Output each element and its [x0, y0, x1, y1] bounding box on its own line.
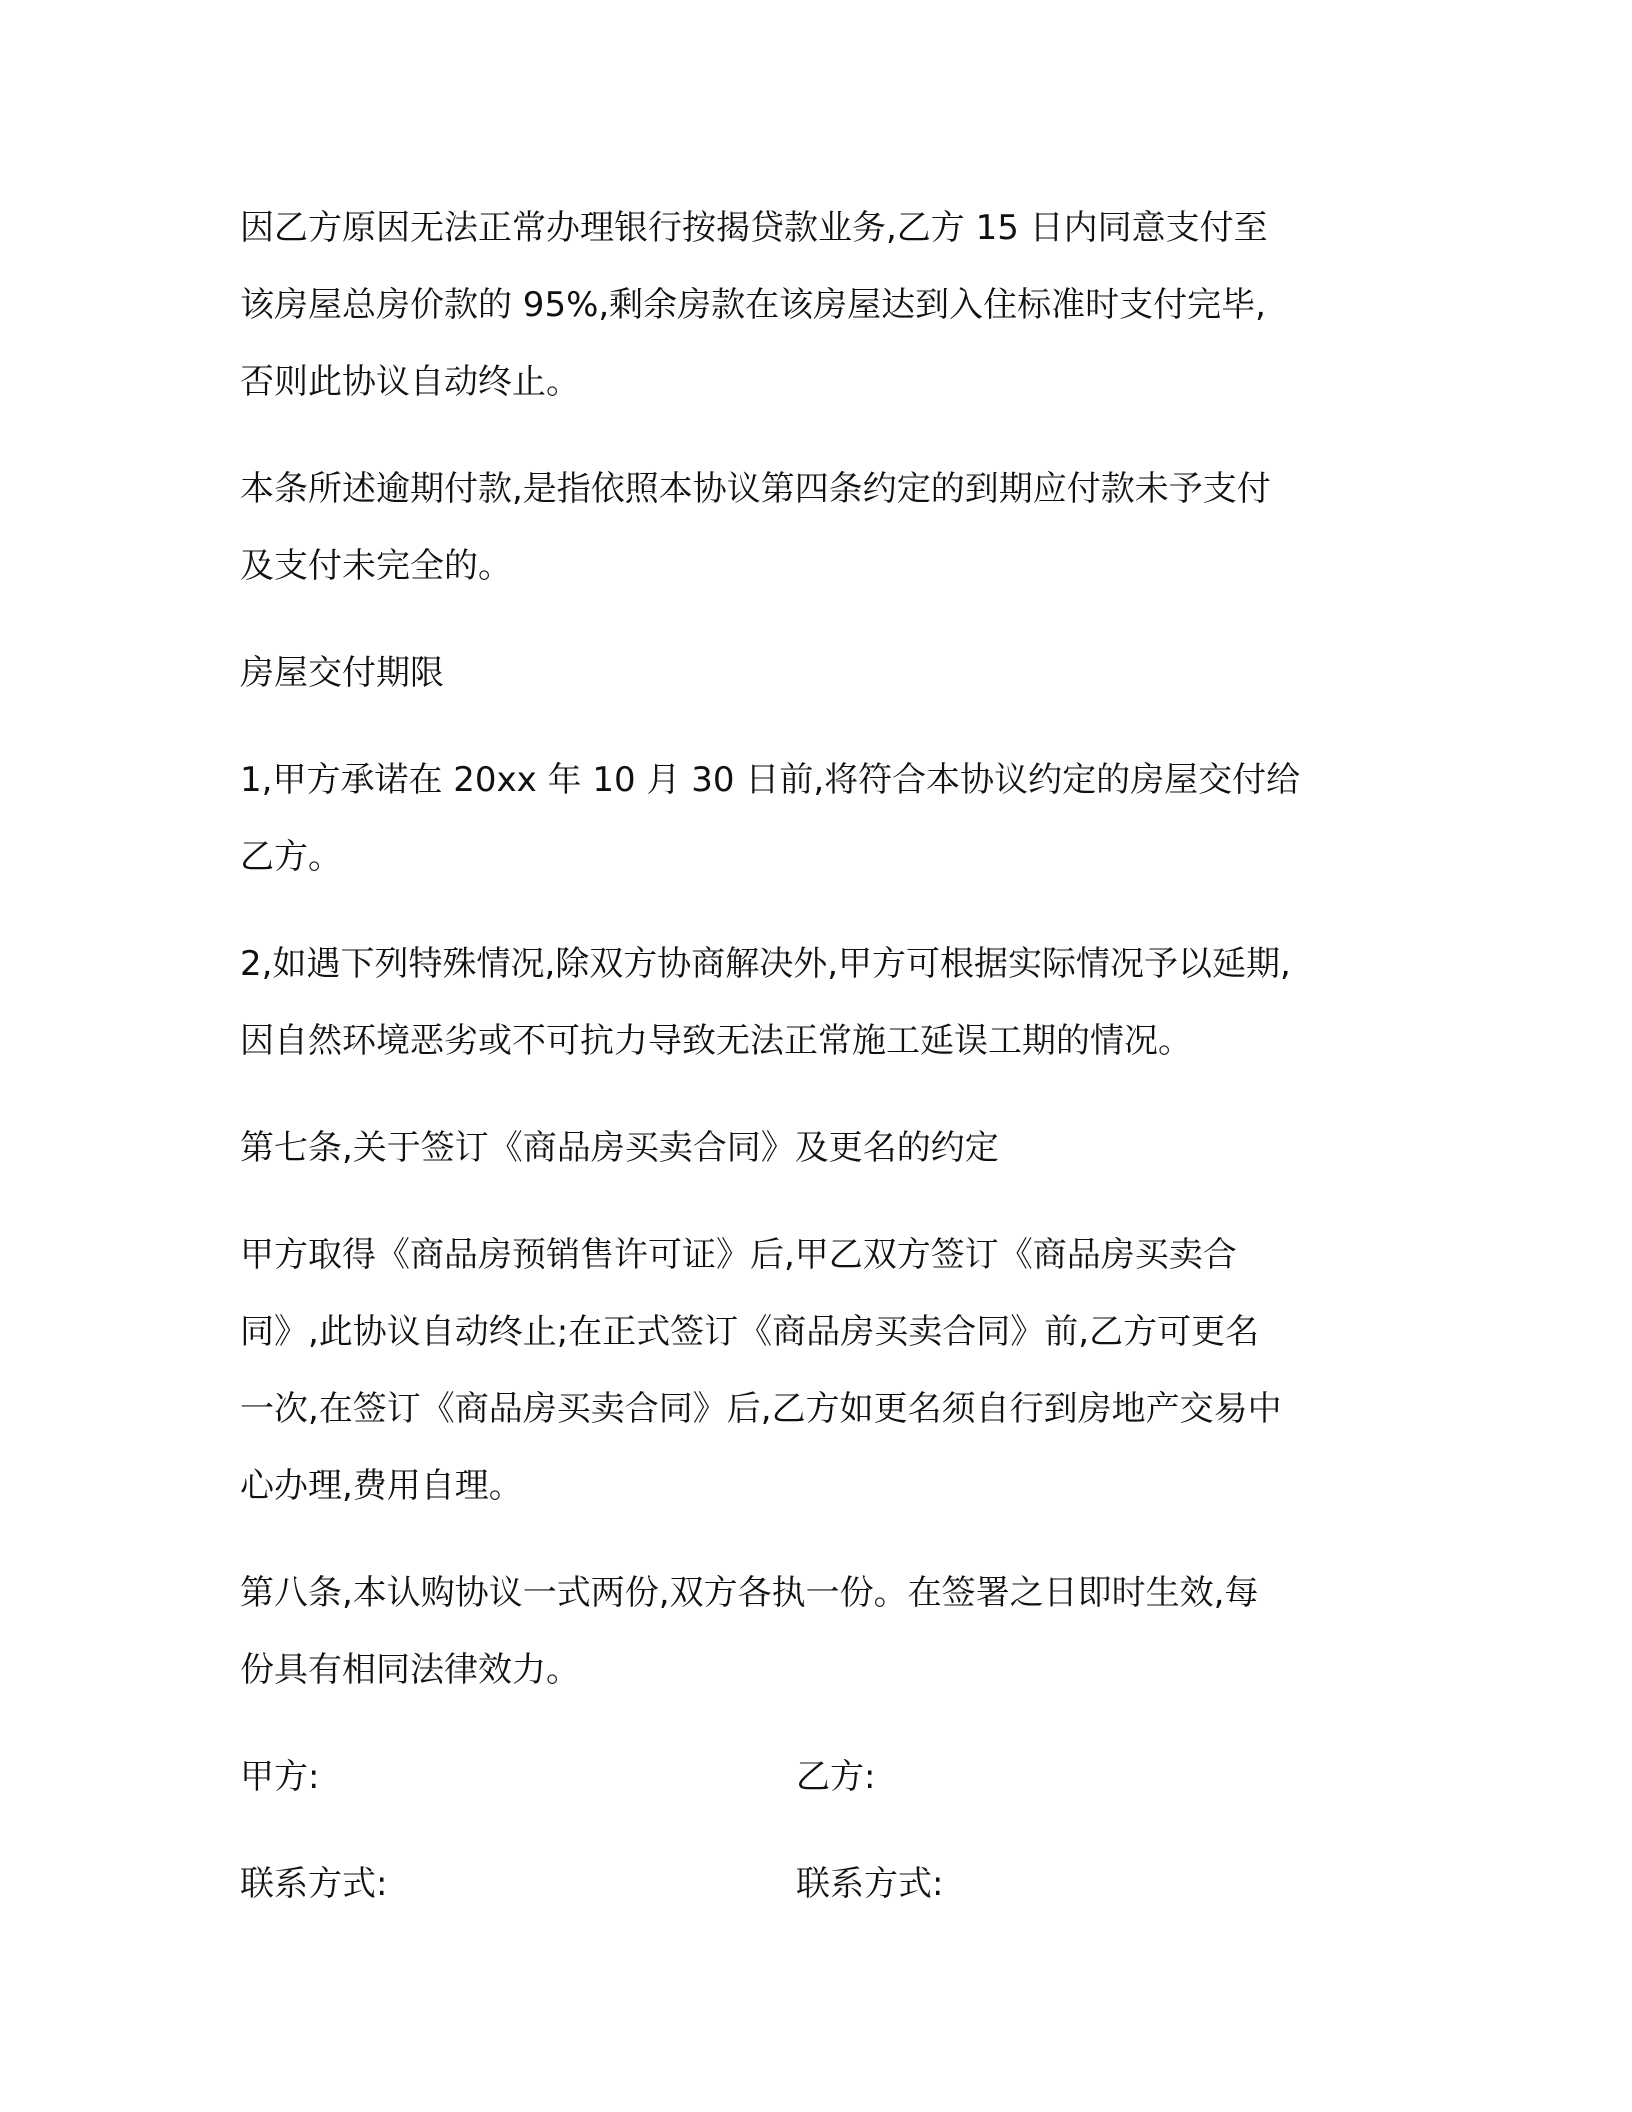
text-line: 乙方。	[240, 837, 342, 877]
text-line: 房屋交付期限	[240, 653, 444, 693]
text-line: 及支付未完全的。	[240, 546, 512, 586]
text-line: 同》,此协议自动终止;在正式签订《商品房买卖合同》前,乙方可更名	[240, 1312, 1260, 1352]
text-line: 一次,在签订《商品房买卖合同》后,乙方如更名须自行到房地产交易中	[240, 1389, 1282, 1429]
text-line: 本条所述逾期付款,是指依照本协议第四条约定的到期应付款未予支付	[240, 469, 1271, 509]
party-a-label: 甲方:	[240, 1757, 320, 1797]
document-body	[240, 190, 1400, 1953]
text-line: 否则此协议自动终止。	[240, 362, 580, 402]
party-b-label: 乙方:	[796, 1757, 876, 1797]
text-line: 第七条,关于签订《商品房买卖合同》及更名的约定	[240, 1128, 999, 1168]
text-line: 第八条,本认购协议一式两份,双方各执一份。在签署之日即时生效,每	[240, 1573, 1259, 1613]
text-line: 心办理,费用自理。	[240, 1466, 523, 1506]
text-line: 甲方取得《商品房预销售许可证》后,甲乙双方签订《商品房买卖合	[240, 1235, 1237, 1275]
text-line: 因自然环境恶劣或不可抗力导致无法正常施工延误工期的情况。	[240, 1021, 1192, 1061]
text-line: 该房屋总房价款的 95%,剩余房款在该房屋达到入住标准时支付完毕,	[240, 285, 1266, 325]
paragraph-article-7-body	[240, 1217, 1400, 1525]
paragraph-delivery-item-1	[240, 742, 1400, 896]
paragraph-delivery-item-2	[240, 926, 1400, 1080]
paragraph-overdue-payment	[240, 451, 1400, 605]
paragraph-article-8	[240, 1555, 1400, 1709]
paragraph-loan-failure	[240, 190, 1400, 421]
contact-a-label: 联系方式:	[240, 1864, 388, 1904]
text-line: 1,甲方承诺在 20xx 年 10 月 30 日前,将符合本协议约定的房屋交付给	[240, 760, 1301, 800]
article-7-heading	[240, 1110, 1400, 1187]
signature-contact-row	[240, 1846, 1400, 1923]
text-line: 因乙方原因无法正常办理银行按揭贷款业务,乙方 15 日内同意支付至	[240, 208, 1268, 248]
signature-party-row	[240, 1739, 1400, 1816]
text-line: 2,如遇下列特殊情况,除双方协商解决外,甲方可根据实际情况予以延期,	[240, 944, 1291, 984]
text-line: 份具有相同法律效力。	[240, 1650, 580, 1690]
section-heading-delivery	[240, 635, 1400, 712]
contact-b-label: 联系方式:	[796, 1864, 944, 1904]
